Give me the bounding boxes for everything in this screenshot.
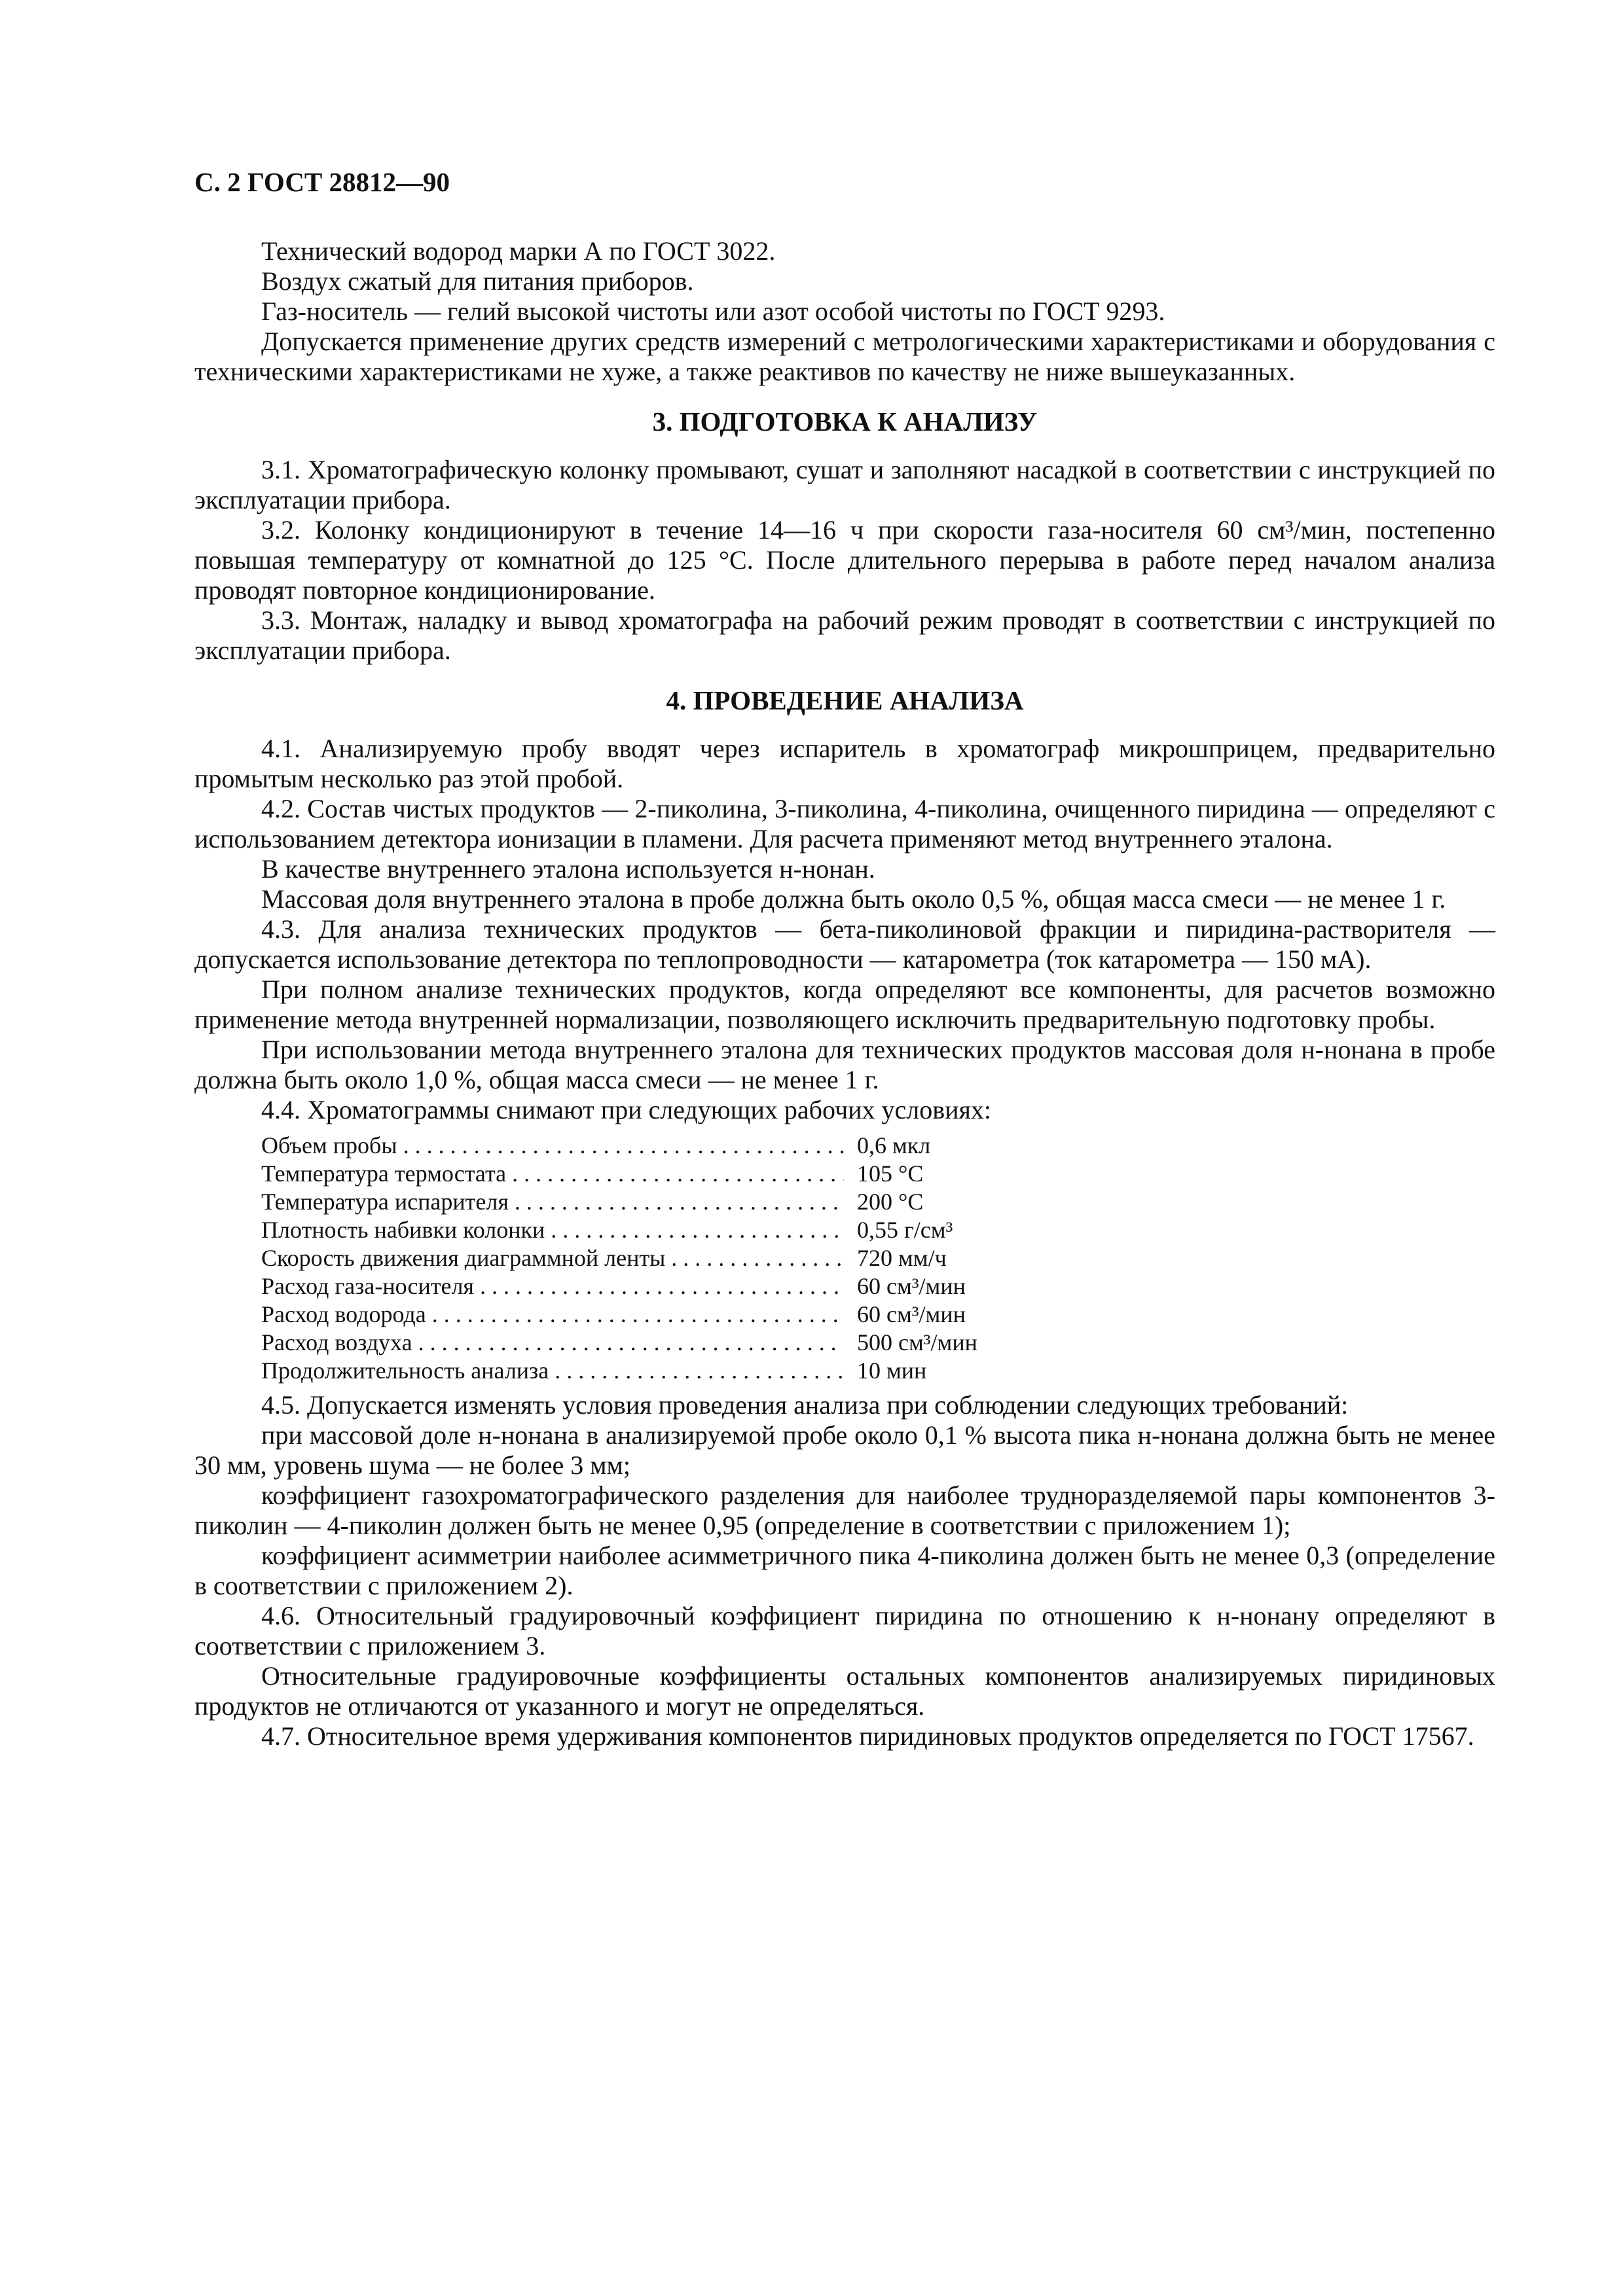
- condition-name: Температура термостата . . .: [261, 1160, 844, 1188]
- condition-row: [261, 1357, 1021, 1385]
- operating-conditions-list: [261, 1132, 1021, 1385]
- condition-name: Расход газа-носителя . . .: [261, 1272, 844, 1300]
- condition-name: Скорость движения диаграммной ленты . . .: [261, 1244, 844, 1272]
- paragraph: Допускается применение других средств измерений с метрологическими характеристиками и оборудования с техническими характеристиками не хуже, а также реактивов по качеству не ниже вышеуказанных.: [194, 327, 1495, 386]
- paragraph: коэффициент газохроматографического разделения для наиболее трудноразделяемой пары компонентов 3-пиколин — 4-пиколин должен быть не менее 0,95 (определение в соответствии с приложением 1);: [194, 1480, 1495, 1540]
- condition-row: [261, 1188, 1021, 1216]
- condition-value: 720 мм/ч: [857, 1245, 947, 1271]
- condition-value: 500 см³/мин: [857, 1329, 977, 1355]
- condition-value: 105 °С: [857, 1160, 924, 1187]
- paragraph-4-2: 4.2. Состав чистых продуктов — 2-пиколина, 3-пиколина, 4-пиколина, очищенного пиридина — определяют с использованием детектора ионизации в пламени. Для расчета применяют метод внутреннего эталона.: [194, 794, 1495, 853]
- section-4-title: 4. ПРОВЕДЕНИЕ АНАЛИЗА: [666, 685, 1024, 715]
- condition-row: [261, 1132, 1021, 1160]
- condition-name: Расход водорода . . .: [261, 1300, 844, 1329]
- condition-value: 60 см³/мин: [857, 1273, 966, 1299]
- condition-row: [261, 1160, 1021, 1188]
- paragraph: Технический водород марки А по ГОСТ 3022.: [261, 236, 776, 266]
- condition-row: [261, 1300, 1021, 1329]
- intro-block: [194, 236, 1495, 387]
- paragraph-4-5: 4.5. Допускается изменять условия проведения анализа при соблюдении следующих требований:: [261, 1390, 1349, 1420]
- paragraph: При полном анализе технических продуктов, когда определяют все компоненты, для расчетов возможно применение метода внутренней нормализации, позволяющего исключить предварительную подготовку пробы.: [194, 975, 1495, 1034]
- condition-value: 10 мин: [857, 1357, 927, 1384]
- paragraph-4-1: 4.1. Анализируемую пробу вводят через испаритель в хроматограф микрошприцем, предварительно промытым несколько раз этой пробой.: [194, 734, 1495, 793]
- condition-row: [261, 1244, 1021, 1272]
- paragraph: при массовой доле н-нонана в анализируемой пробе около 0,1 % высота пика н-нонана должна быть не менее 30 мм, уровень шума — не более 3 мм;: [194, 1420, 1495, 1480]
- paragraph: В качестве внутреннего эталона используется н-нонан.: [261, 854, 875, 884]
- paragraph: коэффициент асимметрии наиболее асимметричного пика 4-пиколина должен быть не менее 0,3 (определение в соответствии с приложением 2).: [194, 1541, 1495, 1600]
- paragraph-3-1: 3.1. Хроматографическую колонку промывают, сушат и заполняют насадкой в соответствии с инструкцией по эксплуатации прибора.: [194, 455, 1495, 514]
- condition-value: 0,6 мкл: [857, 1132, 931, 1158]
- paragraph: При использовании метода внутреннего эталона для технических продуктов массовая доля н-нонана в пробе должна быть около 1,0 %, общая масса смеси — не менее 1 г.: [194, 1035, 1495, 1094]
- condition-name: Продолжительность анализа . . .: [261, 1357, 844, 1385]
- paragraph-3-2: 3.2. Колонку кондиционируют в течение 14—16 ч при скорости газа-носителя 60 см³/мин, постепенно повышая температуру от комнатной до 125 °С. После длительного перерыва в работе перед началом анализа проводят повторное кондиционирование.: [194, 515, 1495, 605]
- condition-value: 60 см³/мин: [857, 1301, 966, 1327]
- paragraph: Воздух сжатый для питания приборов.: [261, 266, 694, 296]
- condition-value: 0,55 г/см³: [857, 1217, 953, 1243]
- condition-row: [261, 1272, 1021, 1300]
- page-header: С. 2 ГОСТ 28812—90: [194, 167, 450, 197]
- condition-name: Объем пробы . . .: [261, 1132, 844, 1160]
- condition-row: [261, 1216, 1021, 1244]
- paragraph: Массовая доля внутреннего эталона в пробе должна быть около 0,5 %, общая масса смеси — не менее 1 г.: [261, 884, 1446, 914]
- paragraph-4-4: 4.4. Хроматограммы снимают при следующих рабочих условиях:: [261, 1095, 991, 1124]
- section-3-title: 3. ПОДГОТОВКА К АНАЛИЗУ: [652, 406, 1038, 437]
- paragraph: Относительные градуировочные коэффициенты остальных компонентов анализируемых пиридиновых продуктов не отличаются от указанного и могут не определяться.: [194, 1661, 1495, 1721]
- condition-value: 200 °С: [857, 1189, 924, 1215]
- paragraph-4-3: 4.3. Для анализа технических продуктов — бета-пиколиновой фракции и пиридина-растворителя — допускается использование детектора по теплопроводности — катарометра (ток катарометра — 150 мА).: [194, 914, 1495, 974]
- paragraph-4-6: 4.6. Относительный градуировочный коэффициент пиридина по отношению к н-нонану определяют в соответствии с приложением 3.: [194, 1601, 1495, 1660]
- condition-name: Температура испарителя . . .: [261, 1188, 844, 1216]
- condition-row: [261, 1329, 1021, 1357]
- condition-name: Расход воздуха . . .: [261, 1329, 844, 1357]
- paragraph-4-7: 4.7. Относительное время удерживания компонентов пиридиновых продуктов определяется по ГОСТ 17567.: [261, 1721, 1474, 1751]
- paragraph-3-3: 3.3. Монтаж, наладку и вывод хроматографа на рабочий режим проводят в соответствии с инструкцией по эксплуатации прибора.: [194, 605, 1495, 665]
- paragraph: Газ-носитель — гелий высокой чистоты или азот особой чистоты по ГОСТ 9293.: [261, 296, 1165, 326]
- condition-name: Плотность набивки колонки . . .: [261, 1216, 844, 1244]
